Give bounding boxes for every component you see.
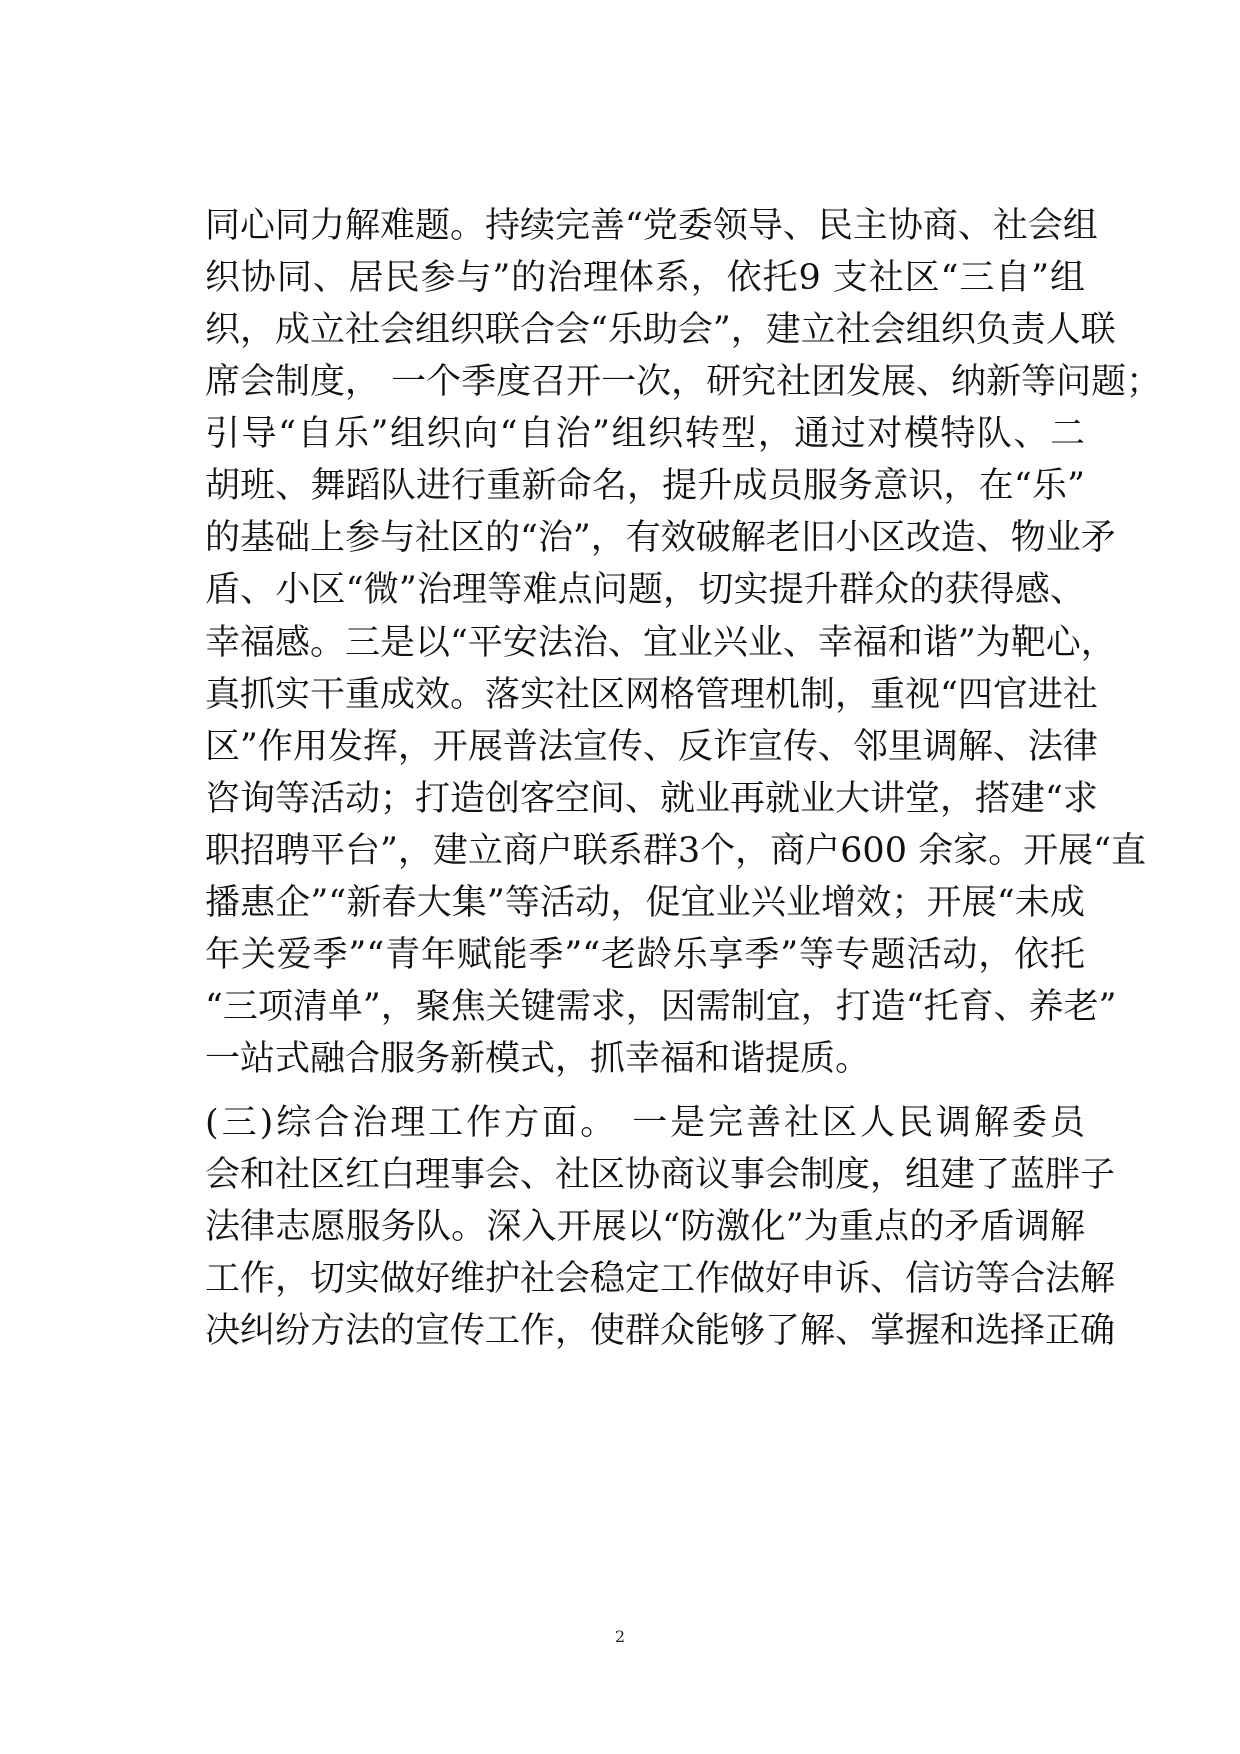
text-line: 工作，切实做好维护社会稳定工作做好申诉、信访等合法解 <box>205 1259 1116 1299</box>
text-line: “三项清单”，聚焦关键需求，因需制宜，打造“托育、养老” <box>205 987 1117 1027</box>
text-line: 一站式融合服务新模式，抓幸福和谐提质。 <box>205 1039 871 1079</box>
text-line: 区”作用发挥，开展普法宣传、反诈宣传、邻里调解、法律 <box>205 727 1098 767</box>
page-number: 2 <box>614 1627 626 1646</box>
text-line: 胡班、舞蹈队进行重新命名，提升成员服务意识，在“乐” <box>205 466 1085 506</box>
text-line: 真抓实干重成效。落实社区网格管理机制，重视“四官进社 <box>205 675 1098 715</box>
text-line: 盾、小区“微”治理等难点问题，切实提升群众的获得感、 <box>205 570 1085 610</box>
text-line: 引导“自乐”组织向“自治”组织转型，通过对模特队、二 <box>205 414 1085 454</box>
text-line: 织协同、居民参与”的治理体系，依托9 支社区“三自”组 <box>205 258 1085 298</box>
text-line: 决纠纷方法的宣传工作，使群众能够了解、掌握和选择正确 <box>205 1311 1116 1351</box>
text-line: 年关爱季”“青年赋能季”“老龄乐享季”等专题活动，依托 <box>205 935 1085 975</box>
section-heading-line: (三)综合治理工作方面。 一是完善社区人民调解委员 <box>205 1103 1085 1143</box>
text-line: 织，成立社会组织联合会“乐助会”，建立社会组织负责人联 <box>205 310 1116 350</box>
text-line: 同心同力解难题。持续完善“党委领导、民主协商、社会组 <box>205 206 1098 246</box>
text-line: 法律志愿服务队。深入开展以“防激化”为重点的矛盾调解 <box>205 1207 1085 1247</box>
text-line: 会和社区红白理事会、社区协商议事会制度，组建了蓝胖子 <box>205 1155 1116 1195</box>
text-line: 咨询等活动；打造创客空间、就业再就业大讲堂，搭建“求 <box>205 779 1098 819</box>
text-line: 职招聘平台”，建立商户联系群3个，商户600 余家。开展“直 <box>205 831 1146 871</box>
text-line: 幸福感。三是以“平安法治、宜业兴业、幸福和谐”为靶心， <box>205 623 1116 663</box>
text-line: 席会制度， 一个季度召开一次，研究社团发展、纳新等问题； <box>205 362 1162 402</box>
text-line: 播惠企”“新春大集”等活动，促宜业兴业增效；开展“未成 <box>205 883 1085 923</box>
text-line: 的基础上参与社区的“治”，有效破解老旧小区改造、物业矛 <box>205 518 1116 558</box>
